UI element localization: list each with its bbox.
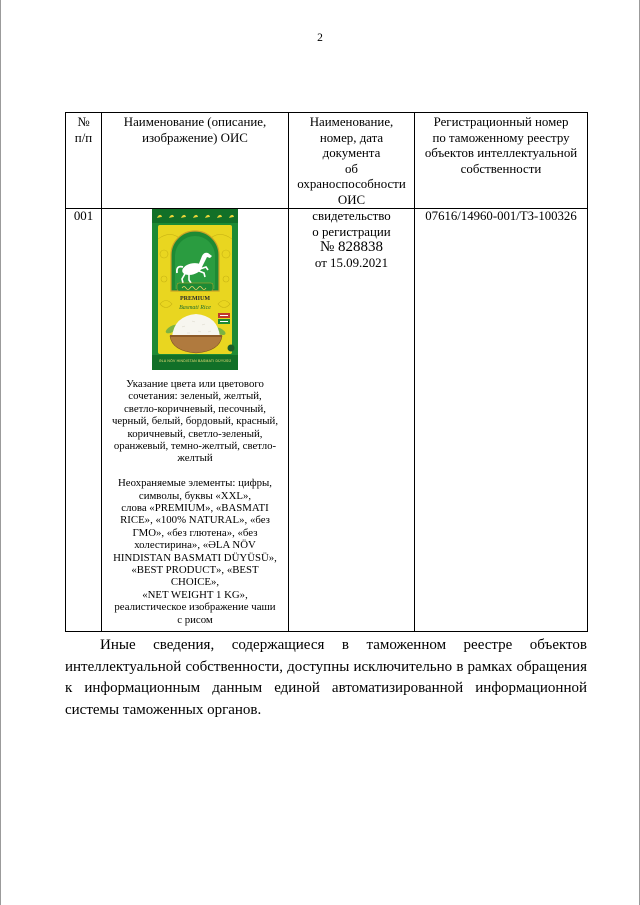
row-num: 001 xyxy=(73,209,94,223)
registration-number: 07616/14960-001/ТЗ-100326 xyxy=(425,209,577,223)
table-header-row xyxy=(66,113,588,209)
unprotected-elements: Неохраняемые элементы: цифры, символы, буквы «XXL», слова «PREMIUM», «BASMATI RICE», «100% NATURAL», «без ГМО», «без глютена», «без холестирина», «ƏLA NÖV HINDISTAN BASMATI DÜYÜSÜ», «BEST PRODUCT», «BEST CHOICE», «NET WEIGHT 1 KG», реалистическое изображение чаши с рисом xyxy=(113,477,277,626)
brand-ribbon xyxy=(177,283,213,291)
footer-line: Иные сведения, содержащиеся в таможенном реестре объектов xyxy=(100,637,587,653)
page-number: 2 xyxy=(317,32,323,44)
footer-line: к информационным данным единой автоматизированной информационной xyxy=(65,680,587,697)
header-document: Наименование, номер, дата документа об охраноспособности ОИС xyxy=(297,115,406,207)
footer-line: системы таможенных органов. xyxy=(65,702,262,719)
header-num-cell xyxy=(66,113,102,209)
footer-line: интеллектуальной собственности, доступны исключительно в рамках обращения xyxy=(65,658,587,675)
product-package-image xyxy=(152,209,238,370)
header-name-cell xyxy=(102,113,289,209)
package-variety-text: Basmati Rice xyxy=(179,305,211,311)
certificate-number: № 828838 xyxy=(319,239,384,256)
package-strip-text: ƏLA NÖV HINDISTAN BASMATI DÜYÜSÜ xyxy=(159,359,231,363)
registry-table xyxy=(65,112,588,632)
row-document-cell xyxy=(289,209,415,632)
header-registration: Регистрационный номер по таможенному реестру объектов интеллектуальной собственности xyxy=(424,115,578,176)
row-registration-cell xyxy=(415,209,588,632)
certificate-line-2: о регистрации xyxy=(312,224,391,239)
package-premium-text: PREMIUM xyxy=(180,296,210,302)
certificate-date: от 15.09.2021 xyxy=(314,255,389,270)
header-document-cell xyxy=(289,113,415,209)
header-name: Наименование (описание, изображение) ОИС xyxy=(123,115,267,145)
footer-paragraph xyxy=(65,635,587,722)
certificate-line-1: свидетельство xyxy=(312,209,391,223)
row-name-cell xyxy=(102,209,289,632)
corner-badge xyxy=(228,345,235,352)
header-num: № п/п xyxy=(74,115,93,145)
row-num-cell xyxy=(66,209,102,632)
table-row xyxy=(66,209,588,632)
colors-description: Указание цвета или цветового сочетания: зеленый, желтый, светло-коричневый, песочный, черный, белый, бордовый, красный, коричневый, светло-зеленый, оранжевый, темно-желтый, светло- желтый xyxy=(111,378,279,465)
header-registration-cell xyxy=(415,113,588,209)
